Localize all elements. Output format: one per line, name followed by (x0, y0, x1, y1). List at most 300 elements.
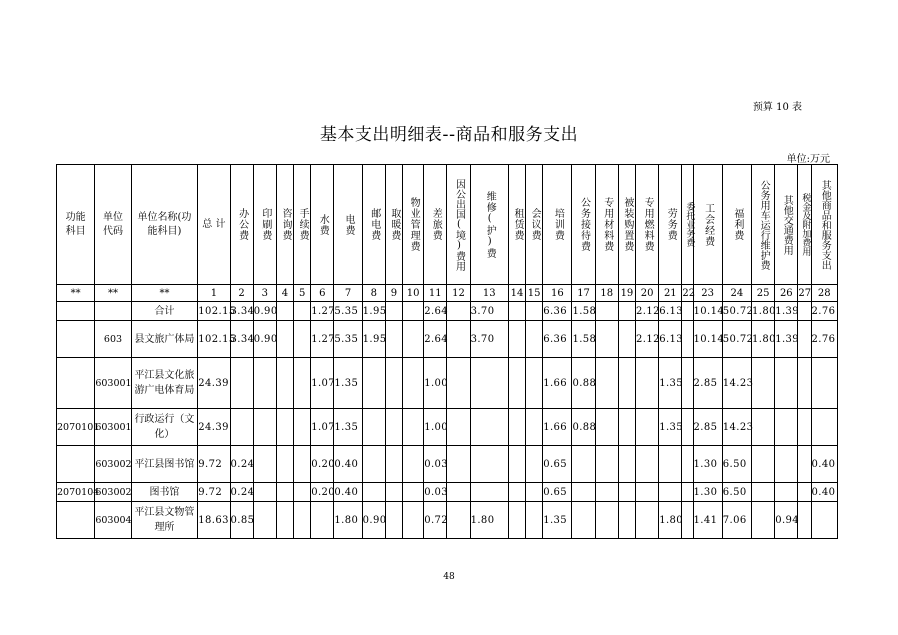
table-cell: 0.72 (424, 502, 447, 539)
header-cell (811, 165, 837, 285)
table-cell (362, 409, 385, 446)
table-row (57, 358, 838, 409)
table-cell: 0.90 (253, 321, 276, 358)
table-cell (385, 302, 402, 321)
header-cell (526, 165, 543, 285)
header-label: 会议费 (529, 208, 541, 241)
header-cell (722, 165, 751, 285)
table-cell (470, 409, 508, 446)
header-cell (447, 165, 470, 285)
table-cell (508, 321, 525, 358)
table-cell: ** (95, 285, 131, 302)
table-cell (682, 502, 693, 539)
table-cell (403, 321, 424, 358)
header-cell (294, 165, 311, 285)
header-label: 差旅费 (430, 208, 442, 241)
table-cell: 1.39 (775, 302, 798, 321)
table-cell: 0.03 (424, 483, 447, 502)
table-cell (618, 502, 635, 539)
header-cell (403, 165, 424, 285)
table-row (57, 321, 838, 358)
table-cell (572, 502, 595, 539)
table-cell: 1.66 (543, 409, 572, 446)
table-cell: 1 (198, 285, 230, 302)
table-number-label: 预算 10 表 (752, 102, 802, 113)
table-cell: 2.76 (811, 321, 837, 358)
table-cell: ** (57, 285, 95, 302)
table-cell: 0.65 (543, 446, 572, 483)
table-cell (403, 409, 424, 446)
table-cell (294, 302, 311, 321)
header-label: 劳务费 (665, 208, 677, 241)
table-cell (618, 483, 635, 502)
table-cell (253, 409, 276, 446)
header-label: 取暖费 (388, 208, 400, 241)
table-cell: 3.34 (230, 302, 253, 321)
header-cell (798, 165, 811, 285)
table-cell: 0.88 (572, 358, 595, 409)
table-cell: 0.88 (572, 409, 595, 446)
table-cell: 1.66 (543, 358, 572, 409)
table-cell (798, 302, 811, 321)
table-cell: 1.41 (693, 502, 722, 539)
table-cell: 5.35 (334, 302, 362, 321)
table-cell (294, 502, 311, 539)
header-label: 维修(护)费 (484, 190, 496, 259)
table-cell: 17 (572, 285, 595, 302)
header-cell: 功能科目 (57, 165, 95, 285)
table-cell (385, 502, 402, 539)
header-label: 公务用车运行维护费 (758, 179, 770, 270)
table-cell (595, 446, 618, 483)
page-title: 基本支出明细表--商品和服务支出 (319, 125, 579, 145)
table-cell (811, 409, 837, 446)
table-cell: 24.39 (198, 358, 230, 409)
table-cell (798, 321, 811, 358)
header-label: 其他商品和服务支出 (819, 179, 831, 270)
table-cell (618, 446, 635, 483)
table-cell (57, 358, 95, 409)
table-cell: 1.35 (659, 409, 682, 446)
table-cell (752, 446, 775, 483)
table-cell (362, 483, 385, 502)
header-label: 办公费 (236, 208, 248, 241)
table-cell (447, 502, 470, 539)
table-cell (385, 321, 402, 358)
table-cell: 平江县文物管理所 (131, 502, 198, 539)
header-label: 公务接待费 (578, 197, 590, 252)
table-cell: 6 (311, 285, 334, 302)
table-cell: 1.27 (311, 302, 334, 321)
table-cell (526, 321, 543, 358)
header-cell (470, 165, 508, 285)
table-cell (253, 483, 276, 502)
table-cell (276, 358, 293, 409)
table-cell: 1.95 (362, 321, 385, 358)
table-cell: 6.50 (722, 446, 751, 483)
table-cell: 27 (798, 285, 811, 302)
header-label: 电费 (343, 213, 355, 236)
table-cell: 8 (362, 285, 385, 302)
table-cell: 603002 (95, 483, 131, 502)
table-cell (618, 321, 635, 358)
table-cell: 1.80 (752, 302, 775, 321)
header-cell (682, 165, 693, 285)
table-cell: 24.39 (198, 409, 230, 446)
header-label: 物业管理费 (408, 197, 420, 252)
table-cell: 14.23 (722, 409, 751, 446)
table-cell: 603001 (95, 358, 131, 409)
table-cell: 603001 (95, 409, 131, 446)
table-cell (311, 502, 334, 539)
header-label: 培训费 (552, 208, 564, 241)
table-cell: 2.12 (636, 321, 659, 358)
table-cell: 2.64 (424, 321, 447, 358)
table-cell (636, 358, 659, 409)
table-cell: 14.23 (722, 358, 751, 409)
table-row (57, 483, 838, 502)
table-cell: 5 (294, 285, 311, 302)
table-cell: 28 (811, 285, 837, 302)
header-label: 租赁费 (511, 208, 523, 241)
table-cell: 11 (424, 285, 447, 302)
table-cell (447, 409, 470, 446)
table-cell (294, 446, 311, 483)
header-cell: 单位代码 (95, 165, 131, 285)
table-cell: 102.15 (198, 321, 230, 358)
table-cell: 行政运行（文化） (131, 409, 198, 446)
header-cell (508, 165, 525, 285)
table-cell: 1.80 (659, 502, 682, 539)
header-cell: 总 计 (198, 165, 230, 285)
table-cell: 0.24 (230, 483, 253, 502)
table-cell (595, 483, 618, 502)
table-cell (385, 409, 402, 446)
table-cell (636, 409, 659, 446)
table-cell (595, 358, 618, 409)
table-cell (595, 502, 618, 539)
table-cell (526, 446, 543, 483)
table-cell: 图书馆 (131, 483, 198, 502)
table-cell (508, 409, 525, 446)
table-cell: 7.06 (722, 502, 751, 539)
table-cell (618, 409, 635, 446)
table-cell (618, 302, 635, 321)
table-cell: 6.13 (659, 321, 682, 358)
table-cell: 603 (95, 321, 131, 358)
table-cell (798, 358, 811, 409)
header-cell (659, 165, 682, 285)
table-cell (57, 446, 95, 483)
header-cell (595, 165, 618, 285)
table-cell (572, 446, 595, 483)
table-cell (775, 409, 798, 446)
table-cell (775, 483, 798, 502)
table-cell: 2 (230, 285, 253, 302)
table-cell (403, 502, 424, 539)
table-cell: 24 (722, 285, 751, 302)
table-row (57, 302, 838, 321)
table-cell (508, 302, 525, 321)
table-cell: 2.85 (693, 358, 722, 409)
table-cell (682, 302, 693, 321)
table-cell (526, 483, 543, 502)
table-cell (470, 446, 508, 483)
table-cell (636, 446, 659, 483)
table-cell (682, 483, 693, 502)
table-cell (508, 502, 525, 539)
header-label: 咨询费 (279, 208, 291, 241)
table-cell (659, 446, 682, 483)
table-cell (470, 483, 508, 502)
table-cell: 22 (682, 285, 693, 302)
table-cell (294, 483, 311, 502)
table-cell: 3 (253, 285, 276, 302)
table-cell (253, 446, 276, 483)
header-label: 委托业务费 (684, 202, 695, 247)
table-cell: ** (131, 285, 198, 302)
table-cell: 25 (752, 285, 775, 302)
table-cell: 12 (447, 285, 470, 302)
table-cell: 县文旅广体局 (131, 321, 198, 358)
table-cell: 1.07 (311, 409, 334, 446)
table-cell: 16 (543, 285, 572, 302)
table-cell: 10.14 (693, 321, 722, 358)
table-cell: 2070101 (57, 409, 95, 446)
header-cell (693, 165, 722, 285)
table-cell: 0.90 (362, 502, 385, 539)
table-cell: 6.13 (659, 302, 682, 321)
table-cell: 0.20 (311, 483, 334, 502)
table-cell: 1.07 (311, 358, 334, 409)
table-cell: 平江县图书馆 (131, 446, 198, 483)
table-cell (57, 302, 95, 321)
table-cell (508, 358, 525, 409)
unit-label: 单位:万元 (786, 154, 830, 165)
table-cell: 9.72 (198, 446, 230, 483)
header-label: 其他交通费用 (781, 194, 793, 255)
table-cell: 603004 (95, 502, 131, 539)
table-cell: 4 (276, 285, 293, 302)
table-cell (470, 358, 508, 409)
table-cell: 7 (334, 285, 362, 302)
table-cell: 6.36 (543, 321, 572, 358)
header-cell (543, 165, 572, 285)
table-cell (57, 321, 95, 358)
header-cell (618, 165, 635, 285)
table-cell (595, 409, 618, 446)
table-cell: 13 (470, 285, 508, 302)
table-cell: 2.64 (424, 302, 447, 321)
table-cell: 20 (636, 285, 659, 302)
table-cell (385, 358, 402, 409)
table-cell: 2.85 (693, 409, 722, 446)
table-cell: 0.85 (230, 502, 253, 539)
table-cell: 50.72 (722, 321, 751, 358)
table-cell: 50.72 (722, 302, 751, 321)
table-cell (253, 358, 276, 409)
header-cell (424, 165, 447, 285)
table-cell: 14 (508, 285, 525, 302)
table-cell: 3.70 (470, 321, 508, 358)
table-cell (276, 483, 293, 502)
header-label: 工会经费 (702, 202, 714, 247)
table-cell (526, 302, 543, 321)
table-cell (253, 502, 276, 539)
table-cell: 1.80 (470, 502, 508, 539)
table-cell (385, 483, 402, 502)
table-row (57, 502, 838, 539)
table-row (57, 285, 838, 302)
table-cell (95, 302, 131, 321)
table-cell (752, 502, 775, 539)
header-cell (385, 165, 402, 285)
table-cell: 2.76 (811, 302, 837, 321)
table-cell (798, 409, 811, 446)
table-cell (798, 502, 811, 539)
header-label: 专用燃料费 (642, 197, 654, 252)
table-cell: 0.24 (230, 446, 253, 483)
table-cell (362, 358, 385, 409)
table-row (57, 446, 838, 483)
header-row (57, 165, 838, 285)
table-cell (230, 358, 253, 409)
table-cell: 6.36 (543, 302, 572, 321)
table-cell: 1.58 (572, 302, 595, 321)
table-cell: 1.27 (311, 321, 334, 358)
table-cell (595, 302, 618, 321)
table-cell (508, 483, 525, 502)
table-cell: 10 (403, 285, 424, 302)
header-label: 被装购置费 (621, 197, 633, 252)
table-cell: 合计 (131, 302, 198, 321)
table-cell: 0.20 (311, 446, 334, 483)
header-cell (775, 165, 798, 285)
header-label: 因公出国(境)费用 (453, 178, 465, 271)
table-cell: 0.65 (543, 483, 572, 502)
table-cell (752, 483, 775, 502)
table-cell: 1.95 (362, 302, 385, 321)
table-cell (294, 321, 311, 358)
table-cell: 1.80 (334, 502, 362, 539)
table-cell (403, 446, 424, 483)
table-cell (752, 358, 775, 409)
table-cell (276, 321, 293, 358)
table-cell: 1.30 (693, 483, 722, 502)
table-cell: 3.34 (230, 321, 253, 358)
expense-detail-table (56, 164, 838, 539)
header-cell (362, 165, 385, 285)
header-cell (334, 165, 362, 285)
table-cell: 10.14 (693, 302, 722, 321)
table-cell: 0.40 (334, 483, 362, 502)
table-cell: 1.35 (334, 358, 362, 409)
header-label: 水费 (317, 213, 329, 236)
table-cell (276, 409, 293, 446)
table-cell (294, 409, 311, 446)
table-cell (798, 483, 811, 502)
table-cell: 3.70 (470, 302, 508, 321)
header-cell (230, 165, 253, 285)
table-cell: 2070104 (57, 483, 95, 502)
table-cell (447, 321, 470, 358)
table-cell (811, 358, 837, 409)
header-cell (311, 165, 334, 285)
table-cell: 15 (526, 285, 543, 302)
table-cell (682, 446, 693, 483)
table-cell: 9 (385, 285, 402, 302)
table-cell (798, 446, 811, 483)
table-cell (294, 358, 311, 409)
table-cell: 6.50 (722, 483, 751, 502)
table-cell (447, 446, 470, 483)
table-cell: 18 (595, 285, 618, 302)
table-cell: 1.58 (572, 321, 595, 358)
table-cell (447, 302, 470, 321)
table-cell (57, 502, 95, 539)
table-cell: 0.40 (334, 446, 362, 483)
table-cell: 1.35 (659, 358, 682, 409)
table-cell (682, 358, 693, 409)
table-cell (595, 321, 618, 358)
header-cell: 单位名称(功能科目) (131, 165, 198, 285)
table-cell: 2.12 (636, 302, 659, 321)
table-cell: 603002 (95, 446, 131, 483)
table-cell: 0.90 (253, 302, 276, 321)
header-label: 手续费 (297, 208, 309, 241)
table-cell: 1.00 (424, 358, 447, 409)
table-cell (403, 483, 424, 502)
table-cell: 26 (775, 285, 798, 302)
table-cell: 19 (618, 285, 635, 302)
header-cell (253, 165, 276, 285)
table-cell: 23 (693, 285, 722, 302)
table-cell (682, 409, 693, 446)
table-cell: 102.15 (198, 302, 230, 321)
table-cell: 0.40 (811, 446, 837, 483)
table-cell (362, 446, 385, 483)
table-cell (403, 358, 424, 409)
header-label: 税金及附加费用 (800, 193, 811, 256)
header-label: 邮电费 (368, 208, 380, 241)
table-cell (276, 302, 293, 321)
table-cell: 0.03 (424, 446, 447, 483)
table-body (57, 285, 838, 539)
table-cell (508, 446, 525, 483)
table-cell (276, 446, 293, 483)
table-cell: 0.94 (775, 502, 798, 539)
table-cell: 0.40 (811, 483, 837, 502)
table-cell (526, 358, 543, 409)
table-cell: 平江县文化旅游广电体育局 (131, 358, 198, 409)
table-cell (636, 483, 659, 502)
table-cell (385, 446, 402, 483)
table-cell: 21 (659, 285, 682, 302)
table-cell: 1.30 (693, 446, 722, 483)
header-cell (572, 165, 595, 285)
header-cell (636, 165, 659, 285)
table-cell (811, 502, 837, 539)
header-cell (276, 165, 293, 285)
header-label: 专用材料费 (601, 197, 613, 252)
table-cell (752, 409, 775, 446)
page-number: 48 (443, 572, 455, 582)
table-cell (775, 358, 798, 409)
table-cell (447, 483, 470, 502)
header-cell (752, 165, 775, 285)
table-cell (572, 483, 595, 502)
header-label: 福利费 (731, 208, 743, 241)
